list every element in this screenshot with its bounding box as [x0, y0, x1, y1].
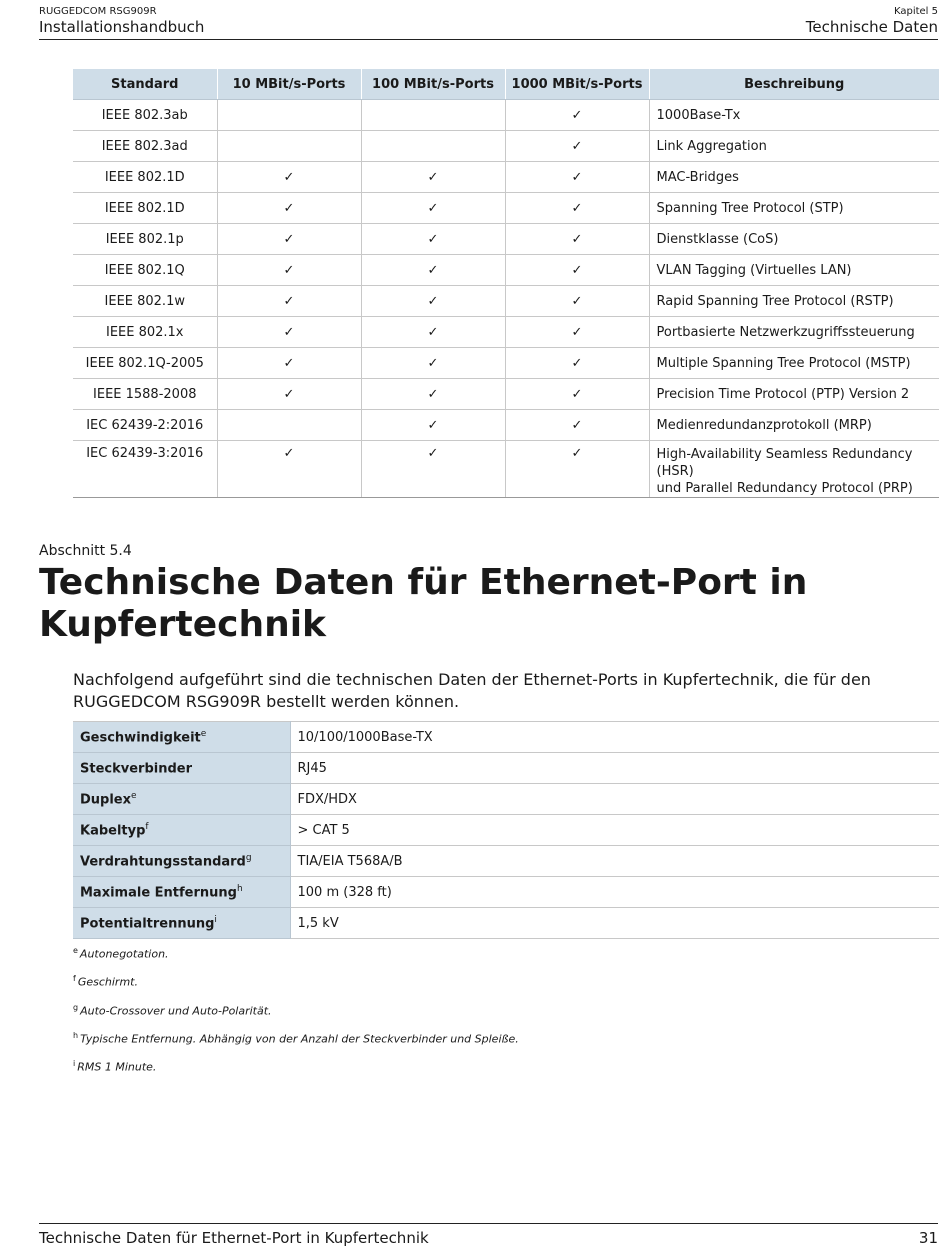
- cell-100mbit-check-icon: ✓: [361, 348, 505, 379]
- spec-value: RJ45: [290, 753, 939, 784]
- spec-row: [73, 877, 939, 908]
- cell-description: [649, 441, 939, 498]
- cell-description: Dienstklasse (CoS): [649, 224, 939, 255]
- cell-standard: IEEE 802.1p: [73, 224, 217, 255]
- cell-standard: IEEE 1588-2008: [73, 379, 217, 410]
- cell-100mbit-check-icon: ✓: [361, 286, 505, 317]
- footnote: $^h$ Typische Entfernung. Abhängig von der Anzahl der Steckverbinder und Spleiße.: [73, 1030, 519, 1046]
- standards-header-row: [73, 69, 939, 100]
- footnote-ref: g: [245, 852, 252, 863]
- header-manual: Installationshandbuch: [39, 18, 205, 36]
- cell-1000mbit-check-icon: ✓: [505, 255, 649, 286]
- spec-row: [73, 784, 939, 815]
- cell-description: Portbasierte Netzwerkzugriffssteuerung: [649, 317, 939, 348]
- cell-1000mbit-check-icon: ✓: [505, 317, 649, 348]
- cell-10mbit: [217, 100, 361, 131]
- cell-100mbit-check-icon: ✓: [361, 224, 505, 255]
- page-number: 31: [918, 1229, 938, 1247]
- section-title: Technische Daten für Ethernet-Port in Kupfertechnik: [39, 562, 808, 645]
- cell-description: 1000Base-Tx: [649, 100, 939, 131]
- col-header-standard: Standard: [73, 69, 217, 100]
- cell-10mbit-check-icon: ✓: [217, 317, 361, 348]
- spec-key: Potentialtrennung$^i$: [73, 908, 290, 939]
- table-row: [73, 224, 939, 255]
- standards-table: [73, 69, 939, 498]
- cell-10mbit-check-icon: ✓: [217, 441, 361, 498]
- col-header-description: Beschreibung: [649, 69, 939, 100]
- spec-row: [73, 908, 939, 939]
- cell-standard: IEEE 802.3ab: [73, 100, 217, 131]
- spec-key: Verdrahtungsstandard$^g$: [73, 846, 290, 877]
- cell-description: MAC-Bridges: [649, 162, 939, 193]
- spec-key: Geschwindigkeit$^e$: [73, 722, 290, 753]
- footer-title: Technische Daten für Ethernet-Port in Kupfertechnik: [39, 1229, 429, 1247]
- table-row: [73, 131, 939, 162]
- cell-100mbit-check-icon: ✓: [361, 193, 505, 224]
- footnote: $^g$ Auto-Crossover und Auto-Polarität.: [73, 1002, 272, 1018]
- cell-100mbit: [361, 131, 505, 162]
- spec-row: [73, 722, 939, 753]
- spec-value: FDX/HDX: [290, 784, 939, 815]
- cell-10mbit-check-icon: ✓: [217, 193, 361, 224]
- col-header-100mbit: 100 MBit/s-Ports: [361, 69, 505, 100]
- spec-key: Maximale Entfernung$^h$: [73, 877, 290, 908]
- spec-value: 1,5 kV: [290, 908, 939, 939]
- cell-100mbit-check-icon: ✓: [361, 441, 505, 498]
- spec-row: [73, 846, 939, 877]
- copper-port-spec-table: [73, 721, 939, 939]
- header-chapter-title: Technische Daten: [805, 18, 938, 36]
- cell-100mbit-check-icon: ✓: [361, 317, 505, 348]
- cell-standard: IEEE 802.1Q: [73, 255, 217, 286]
- header-chapter: Kapitel 5: [893, 6, 938, 17]
- cell-10mbit-check-icon: ✓: [217, 255, 361, 286]
- spec-row: [73, 753, 939, 784]
- cell-description: VLAN Tagging (Virtuelles LAN): [649, 255, 939, 286]
- table-row: [73, 100, 939, 131]
- cell-10mbit-check-icon: ✓: [217, 348, 361, 379]
- cell-standard: IEEE 802.1D: [73, 193, 217, 224]
- cell-1000mbit-check-icon: ✓: [505, 410, 649, 441]
- cell-standard: IEEE 802.1D: [73, 162, 217, 193]
- intro-paragraph: Nachfolgend aufgeführt sind die technischen Daten der Ethernet-Ports in Kupfertechnik, die für den RUGGEDCOM RSG909R bestellt werden können.: [73, 670, 871, 711]
- cell-1000mbit-check-icon: ✓: [505, 348, 649, 379]
- cell-100mbit-check-icon: ✓: [361, 162, 505, 193]
- cell-description: Link Aggregation: [649, 131, 939, 162]
- cell-10mbit-check-icon: ✓: [217, 162, 361, 193]
- cell-standard: IEEE 802.1w: [73, 286, 217, 317]
- cell-description: Medienredundanzprotokoll (MRP): [649, 410, 939, 441]
- cell-1000mbit-check-icon: ✓: [505, 193, 649, 224]
- table-row: [73, 410, 939, 441]
- cell-1000mbit-check-icon: ✓: [505, 379, 649, 410]
- cell-standard: IEEE 802.1x: [73, 317, 217, 348]
- spec-key: Kabeltyp$^f$: [73, 815, 290, 846]
- cell-10mbit-check-icon: ✓: [217, 379, 361, 410]
- cell-standard: IEC 62439-2:2016: [73, 410, 217, 441]
- cell-100mbit-check-icon: ✓: [361, 255, 505, 286]
- description-line-2: und Parallel Redundancy Protocol (PRP): [656, 481, 913, 496]
- table-row: [73, 286, 939, 317]
- page-footer: [39, 1223, 938, 1247]
- cell-100mbit-check-icon: ✓: [361, 379, 505, 410]
- col-header-1000mbit: 1000 MBit/s-Ports: [505, 69, 649, 100]
- header-right: [806, 6, 938, 36]
- cell-standard: IEEE 802.3ad: [73, 131, 217, 162]
- table-row: [73, 193, 939, 224]
- cell-1000mbit-check-icon: ✓: [505, 100, 649, 131]
- spec-value: 100 m (328 ft): [290, 877, 939, 908]
- spec-key: Duplex$^e$: [73, 784, 290, 815]
- cell-10mbit-check-icon: ✓: [217, 224, 361, 255]
- table-row: [73, 317, 939, 348]
- description-line-1: High-Availability Seamless Redundancy (HSR): [656, 447, 913, 479]
- table-row: [73, 379, 939, 410]
- cell-1000mbit-check-icon: ✓: [505, 162, 649, 193]
- cell-1000mbit-check-icon: ✓: [505, 224, 649, 255]
- footnote: $^i$ RMS 1 Minute.: [73, 1059, 157, 1074]
- cell-1000mbit-check-icon: ✓: [505, 286, 649, 317]
- spec-row: [73, 815, 939, 846]
- page-header: [39, 6, 938, 40]
- cell-description: Rapid Spanning Tree Protocol (RSTP): [649, 286, 939, 317]
- table-row: [73, 255, 939, 286]
- spec-value: 10/100/1000Base-TX: [290, 722, 939, 753]
- cell-standard: IEEE 802.1Q-2005: [73, 348, 217, 379]
- table-row: [73, 348, 939, 379]
- cell-10mbit: [217, 131, 361, 162]
- footnote: $^e$ Autonegotation.: [73, 946, 169, 961]
- spec-value: TIA/EIA T568A/B: [290, 846, 939, 877]
- header-left: [39, 6, 204, 36]
- cell-100mbit-check-icon: ✓: [361, 410, 505, 441]
- table-row: [73, 162, 939, 193]
- cell-100mbit: [361, 100, 505, 131]
- cell-description: Precision Time Protocol (PTP) Version 2: [649, 379, 939, 410]
- table-row: [73, 441, 939, 498]
- cell-standard: IEC 62439-3:2016: [73, 441, 217, 498]
- footnote-ref: e: [131, 790, 137, 801]
- spec-value: > CAT 5: [290, 815, 939, 846]
- cell-1000mbit-check-icon: ✓: [505, 441, 649, 498]
- footnote-ref: h: [236, 883, 243, 894]
- footnote-ref: f: [145, 821, 149, 832]
- footnotes: [73, 942, 933, 1083]
- footnote: $^f$ Geschirmt.: [73, 974, 138, 989]
- spec-key: Steckverbinder: [73, 753, 290, 784]
- cell-10mbit-check-icon: ✓: [217, 286, 361, 317]
- cell-description: Multiple Spanning Tree Protocol (MSTP): [649, 348, 939, 379]
- section-label: Abschnitt 5.4: [39, 543, 132, 559]
- cell-description: Spanning Tree Protocol (STP): [649, 193, 939, 224]
- footnote-ref: i: [214, 914, 217, 925]
- footnote-ref: e: [200, 728, 207, 739]
- header-product: RUGGEDCOM RSG909R: [39, 6, 157, 17]
- cell-1000mbit-check-icon: ✓: [505, 131, 649, 162]
- cell-10mbit: [217, 410, 361, 441]
- col-header-10mbit: 10 MBit/s-Ports: [217, 69, 361, 100]
